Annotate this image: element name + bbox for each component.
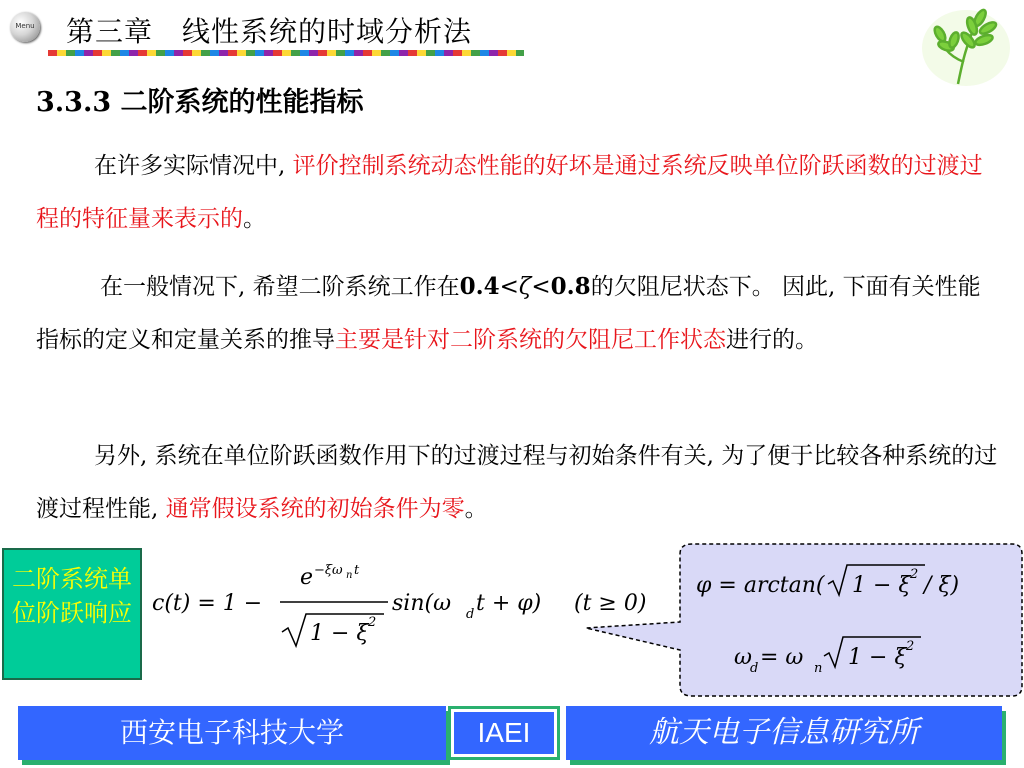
p2-text-a: 在一般情况下, 希望二阶系统工作在 [100,274,460,300]
paragraph-3 [36,430,1002,536]
formula-num-e: e [300,565,314,590]
footer-university: 西安电子科技大学 [18,706,446,760]
callout-phi-exp: 2 [910,567,919,582]
p2-range-high: 0.8 [550,273,591,300]
formula-sin: sin(ω [392,591,452,616]
p3-text: 另外, 系统在单位阶跃函数作用下的过渡过程与初始条件有关, 为了便于比较各种系统的过渡过程性能, [36,443,998,522]
chapter-title: 第三章 线性系统的时域分析法 [66,15,473,48]
title-underline [48,50,524,56]
formula-sin-rest: t + φ) [476,591,542,616]
parameter-callout [584,540,1024,700]
callout-phi-lhs: φ = arctan( [696,573,825,598]
callout-wd-radicand: 1 − ξ [848,645,907,670]
footer-iaei-box [448,706,560,760]
plant-decoration-icon [918,4,1012,88]
formula-lhs: c(t) = 1 − [152,591,263,616]
p2-xi: ζ [518,274,532,300]
footer-iaei: IAEI [454,712,554,754]
callout-wd-exp: 2 [906,639,915,654]
p2-emphasis: 主要是针对二阶系统的欠阻尼工作状态 [335,327,726,353]
formula-den-radicand: 1 − ξ [310,621,369,646]
callout-wd-sub: d [750,661,759,676]
formula-den-exp: 2 [368,615,377,630]
callout-phi-radicand: 1 − ξ [852,573,911,598]
callout-phi-rest: / ξ) [924,573,960,598]
callout-wd-lhs: ω [734,645,752,670]
p2-text-b: 的欠阻尼状态下。 因此, 下面有关性能指标的定义和定量关系的推导 [36,274,981,353]
footer-institute: 航天电子信息研究所 [566,706,1002,760]
p2-lt-1: < [499,274,519,300]
section-title: 3.3.3 二阶系统的性能指标 [36,87,364,118]
formula-sin-sub: d [466,607,475,622]
p2-range-low: 0.4 [459,273,500,300]
callout-wn-sub: n [814,661,823,676]
response-label: 二阶系统单位阶跃响应 [12,565,132,627]
callout-wd-eq: = ω [760,645,804,670]
p1-emphasis: 评价控制系统动态性能的好坏是通过系统反映单位阶跃函数的过渡过程的特征量来表示的 [36,153,983,232]
response-label-box [2,548,142,680]
p1-text: 在许多实际情况中, [94,153,293,179]
formula-condition: (t ≥ 0) [574,591,647,616]
formula-num-exp-sub: n [346,570,353,581]
formula-num-exp-t: t [354,563,360,578]
p1-end: 。 [243,206,266,232]
formula-num-exp: −ξω [314,563,343,578]
paragraph-1 [36,140,1002,246]
p3-end: 。 [464,496,488,522]
paragraph-2 [36,260,1002,367]
menu-label: Menu [15,22,35,30]
p2-lt-2: < [531,274,551,300]
menu-button[interactable] [10,12,40,42]
p2-end: 进行的。 [726,327,818,353]
p3-emphasis: 通常假设系统的初始条件为零 [165,496,465,522]
